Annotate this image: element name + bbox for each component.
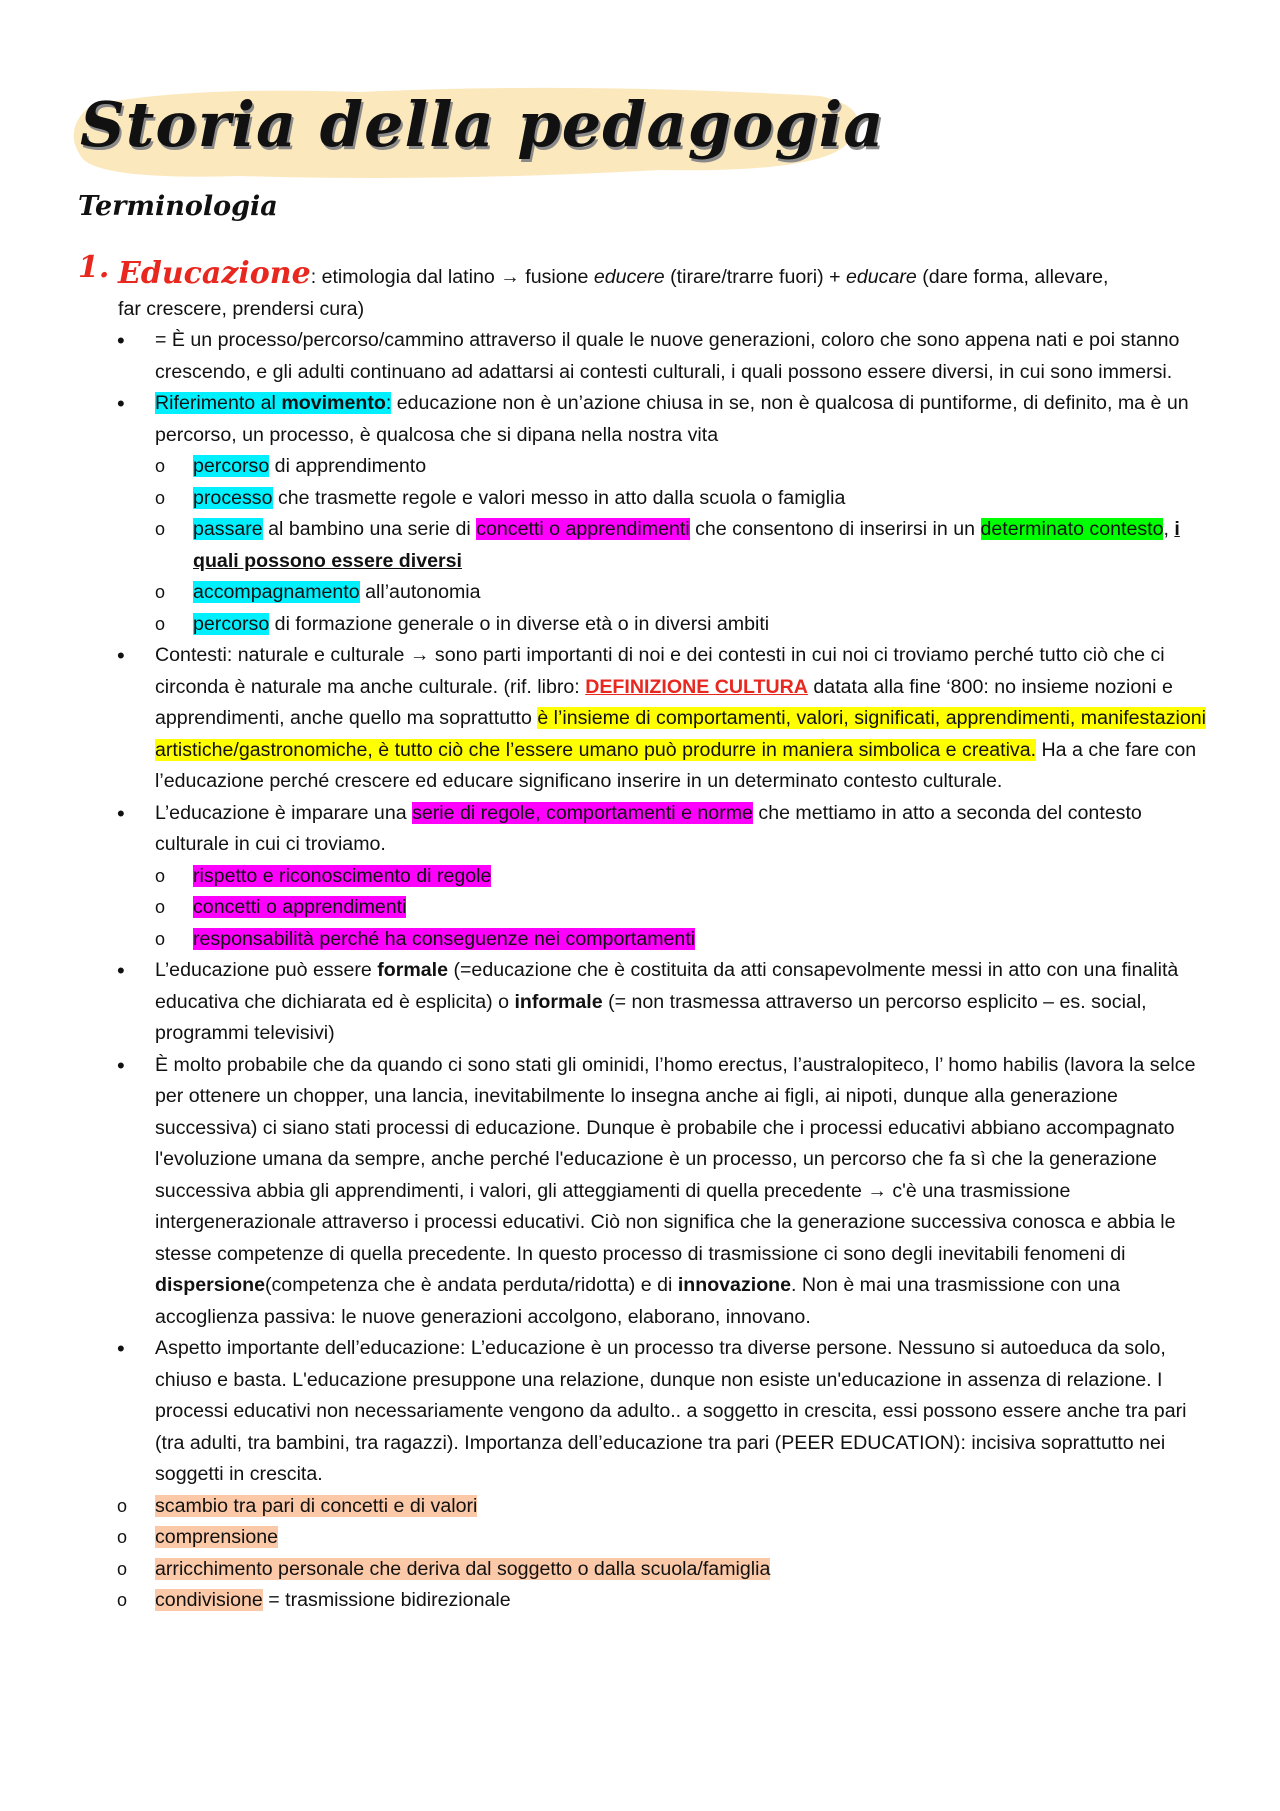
intro-text: : etimologia dal latino → fusione [310,266,594,288]
bullet-ominidi: • È molto probabile che da quando ci sono stati gli ominidi, l’homo erectus, l’australopiteco, l’ homo habilis (lavora la selce per ottenere un chopper, una lancia, inevitabilmente lo insegna anche ai figli, ai nipoti, dunque alla generazione successiva) ci siano stati processi di educazione. Dunque è probabile che i processi educativi abbiano accompagnato l'evoluzione umana da sempre, anche perché l'educazione è un processo, un percorso che fa sì che la generazione successiva abbia gli apprendimenti, i valori, gli atteggiamenti di quella precedente → c'è una trasmissione intergenerazionale attraverso i processi educativi. Ciò non significa che la generazione successiva conosca e abbia le stesse competenze di quella precedente. In questo processo di trasmissione ci sono degli inevitabili fenomeni di dispersione(competenza che è andata perduta/ridotta) e di innovazione. Non è mai una trasmissione con una accoglienza passiva: le nuove generazioni accolgono, elaborano, innovano. [155,1050,1218,1334]
intro-text: (tirare/trarre fuori) + [664,266,846,288]
sub-list-peer [78,1491,1218,1617]
sub-item [155,1554,1218,1586]
intro-educere: educere [593,266,665,288]
intro-continuation: far crescere, prendersi cura) [118,297,365,320]
bullet-formale: • L’educazione può essere formale (=educazione che è costituita da atti consapevolmente messi in atto con una finalità educativa che dichiarata ed è esplicita) o informale (= non trasmessa attraverso un percorso esplicito – es. social, programmi televisivi) [155,955,1218,1050]
page-subtitle: Terminologia [78,191,278,222]
bullet-relazione: • Aspetto importante dell’educazione: L’educazione è un processo tra diverse persone. Nessuno si autoeduca da solo, chiuso e basta. L'educazione presuppone una relazione, dunque non esiste un'educazione in assenza di relazione. I processi educativi non necessariamente vengono da adulto.. a soggetto in crescita, essi possono essere anche tra pari (tra adulti, tra bambini, tra ragazzi). Importanza dell’educazione tra pari (PEER EDUCATION): incisiva soprattutto nei soggetti in crescita. [155,1333,1218,1491]
highlight: rispetto e riconoscimento di regole [193,864,492,887]
bullet-definition [155,325,1218,388]
sub-item [155,1522,1218,1554]
highlight: percorso [193,612,270,635]
definizione-cultura: DEFINIZIONE CULTURA [585,675,808,698]
highlight: condivisione [155,1589,263,1611]
highlight: determinato contesto [980,518,1164,540]
bullet-text: educazione non è un’azione chiusa in se, non è qualcosa di puntiforme, di definito, ma è un percorso, un processo, è qualcosa che si dipana nella nostra vita [155,392,1189,446]
sub-list-regole [78,861,1218,956]
section-number: 1. [78,250,110,285]
sub-item: o condivisione = trasmissione bidirezionale [155,1585,1218,1617]
section-title: Educazione [118,256,311,291]
sub-list-movimento [78,451,1218,640]
page-title: Storia della pedagogia [80,88,885,161]
bullet-list [78,325,1218,451]
highlight: scambio tra pari di concetti e di valori [155,1494,478,1517]
sub-item: o percorso di formazione generale o in diverse età o in diversi ambiti [193,609,1218,641]
highlight: percorso [193,455,270,477]
sub-item: o passare al bambino una serie di concetti o apprendimenti che consentono di inserirsi in un determinato contesto, i quali possono essere diversi [193,514,1218,577]
bullet-contesti: • Contesti: naturale e culturale → sono parti importanti di noi e dei contesti in cui noi ci troviamo perché tutto ciò che ci circonda è naturale ma anche culturale. (rif. libro: DEFINIZIONE CULTURA datata alla fine ‘800: no insieme nozioni e apprendimenti, anche quello ma soprattutto è l’insieme di comportamenti, valori, significati, apprendimenti, manifestazioni artistiche/gastronomiche, è tutto ciò che l’essere umano può produrre in maniera simbolica e creativa. Ha a che fare con l’educazione perché crescere ed educare significano inserire in un determinato contesto culturale. [155,640,1218,798]
sub-item: o accompagnamento all’autonomia [193,577,1218,609]
bullet-regole: • L’educazione è imparare una serie di regole, comportamenti e norme che mettiamo in atto a seconda del contesto culturale in cui ci troviamo. [155,798,1218,861]
sub-item [193,924,1218,956]
notes-content [78,250,1218,1617]
section-heading [78,250,1218,294]
highlight: responsabilità perché ha conseguenze nei comportamenti [193,927,696,950]
intro-educare: educare [845,266,917,288]
highlight: serie di regole, comportamenti e norme [412,801,753,824]
highlight: è l’insieme di comportamenti, valori, significati, apprendimenti, manifestazioni artistiche/gastronomiche, è tutto ciò che l’essere umano può produrre in maniera simbolica e creativa. [155,707,1206,761]
sub-item: o percorso di apprendimento [193,451,1218,483]
highlight: processo [193,486,273,509]
bullet-list [78,955,1218,1491]
highlight: concetti o apprendimenti [193,896,407,918]
highlight: Riferimento al movimento: [155,392,392,414]
bullet-text: = È un processo/percorso/cammino attraverso il quale le nuove generazioni, coloro che sono appena nati e poi stanno crescendo, e gli adulti continuano ad adattarsi ai contesti culturali, i quali possono essere diversi, in cui sono immersi. [155,329,1180,383]
highlight: accompagnamento [193,581,360,603]
title-block [70,78,885,193]
sub-item: o processo che trasmette regole e valori messo in atto dalla scuola o famiglia [193,483,1218,515]
sub-item [193,892,1218,924]
highlight: arricchimento personale che deriva dal soggetto o dalla scuola/famiglia [155,1557,771,1580]
highlight: passare [193,518,263,540]
bullet-movimento [155,388,1218,451]
bullet-list [78,640,1218,861]
emphasis: i quali possono essere diversi [193,518,1180,572]
sub-item [193,861,1218,893]
highlight: concetti o apprendimenti [476,518,690,540]
sub-item [155,1491,1218,1523]
highlight: comprensione [155,1526,279,1548]
intro-text: (dare forma, allevare, [916,266,1109,288]
